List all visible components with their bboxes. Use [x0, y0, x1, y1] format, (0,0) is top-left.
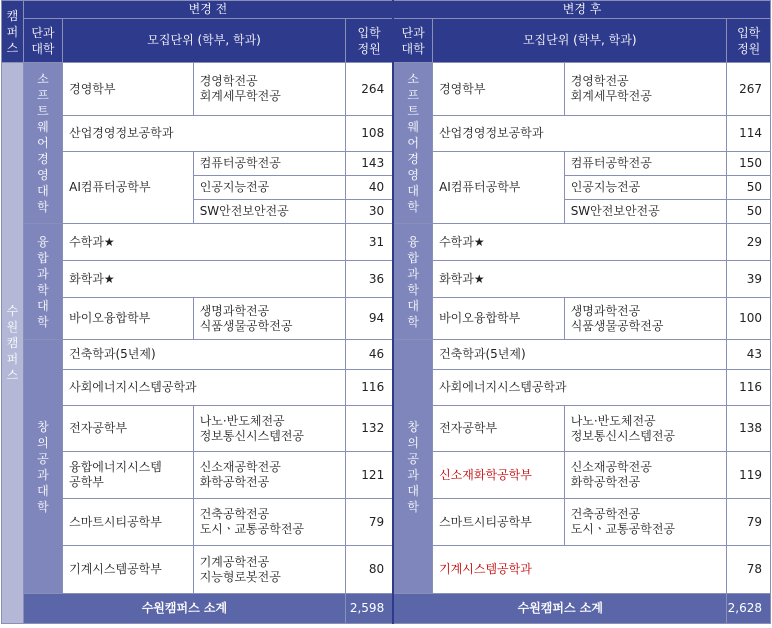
quota-cell: 46 — [346, 340, 394, 370]
campus-cell: 수원캠퍼스 — [2, 63, 24, 624]
unit-cell: 사회에너지시스템공학과 — [433, 370, 727, 406]
unit-cell-changed: 기계시스템공학과 — [433, 546, 727, 594]
unit-cell: 스마트시티공학부 — [433, 499, 565, 546]
quota-cell: 267 — [727, 63, 771, 116]
college-after-1: 소프트웨어경영대학 — [393, 63, 432, 224]
major-cell: 컴퓨터공학전공 — [193, 152, 345, 176]
major-cell: 기계공학전공 지능형로봇전공 — [193, 546, 345, 594]
subtotal-after: 2,628 — [727, 594, 771, 624]
unit-cell: 바이오융합학부 — [433, 298, 565, 340]
header-campus: 캠퍼스 — [2, 1, 24, 63]
quota-cell: 43 — [727, 340, 771, 370]
major-cell: 생명과학전공 식품생물공학전공 — [564, 298, 727, 340]
unit-cell: 경영학부 — [63, 63, 194, 116]
major-cell: 건축공학전공 도시ㆍ교통공학전공 — [564, 499, 727, 546]
college-before-2: 융합과학대학 — [23, 224, 62, 340]
quota-cell: 40 — [346, 176, 394, 200]
quota-cell: 138 — [727, 406, 771, 452]
unit-cell: 융합에너지시스템 공학부 — [63, 452, 194, 499]
header-quota-before: 입학 정원 — [346, 19, 394, 63]
quota-cell: 30 — [346, 200, 394, 224]
quota-cell: 116 — [346, 370, 394, 406]
quota-cell: 100 — [727, 298, 771, 340]
quota-cell: 132 — [346, 406, 394, 452]
quota-cell: 79 — [346, 499, 394, 546]
major-cell: 신소재공학전공 화학공학전공 — [193, 452, 345, 499]
unit-cell: 사회에너지시스템공학과 — [63, 370, 346, 406]
header-college-after: 단과 대학 — [393, 19, 432, 63]
major-cell: 컴퓨터공학전공 — [564, 152, 727, 176]
quota-cell: 39 — [727, 261, 771, 298]
major-cell: SW안전보안전공 — [193, 200, 345, 224]
major-cell: 경영학전공 회계세무학전공 — [564, 63, 727, 116]
major-cell: 나노·반도체전공 정보통신시스템전공 — [193, 406, 345, 452]
quota-cell: 143 — [346, 152, 394, 176]
quota-cell: 79 — [727, 499, 771, 546]
unit-cell: AI컴퓨터공학부 — [63, 152, 194, 224]
major-cell: 인공지능전공 — [193, 176, 345, 200]
major-cell: 건축공학전공 도시ㆍ교통공학전공 — [193, 499, 345, 546]
subtotal-before: 2,598 — [346, 594, 394, 624]
major-cell: 경영학전공 회계세무학전공 — [193, 63, 345, 116]
quota-cell: 108 — [346, 116, 394, 152]
unit-cell: 바이오융합학부 — [63, 298, 194, 340]
quota-cell: 78 — [727, 546, 771, 594]
unit-cell: 기계시스템공학부 — [63, 546, 194, 594]
quota-cell: 80 — [346, 546, 394, 594]
quota-cell: 114 — [727, 116, 771, 152]
unit-cell: 산업경영정보공학과 — [63, 116, 346, 152]
unit-cell: 수학과★ — [433, 224, 727, 261]
quota-cell: 36 — [346, 261, 394, 298]
header-before: 변경 전 — [23, 1, 393, 19]
quota-cell: 50 — [727, 176, 771, 200]
header-unit-before: 모집단위 (학부, 학과) — [63, 19, 346, 63]
unit-cell: 산업경영정보공학과 — [433, 116, 727, 152]
quota-cell: 94 — [346, 298, 394, 340]
unit-cell: AI컴퓨터공학부 — [433, 152, 565, 224]
unit-cell: 화학과★ — [433, 261, 727, 298]
subtotal-label-after: 수원캠퍼스 소계 — [393, 594, 727, 624]
header-college-before: 단과 대학 — [23, 19, 62, 63]
admission-quota-table — [1, 0, 771, 624]
major-cell: 인공지능전공 — [564, 176, 727, 200]
college-after-3: 창의공과대학 — [393, 340, 432, 594]
quota-cell: 121 — [346, 452, 394, 499]
unit-cell: 건축학과(5년제) — [63, 340, 346, 370]
unit-cell: 건축학과(5년제) — [433, 340, 727, 370]
subtotal-label-before: 수원캠퍼스 소계 — [23, 594, 345, 624]
quota-cell: 116 — [727, 370, 771, 406]
header-unit-after: 모집단위 (학부, 학과) — [433, 19, 727, 63]
college-after-2: 융합과학대학 — [393, 224, 432, 340]
unit-cell: 스마트시티공학부 — [63, 499, 194, 546]
header-quota-after: 입학 정원 — [727, 19, 771, 63]
quota-cell: 31 — [346, 224, 394, 261]
major-cell: 신소재공학전공 화학공학전공 — [564, 452, 727, 499]
quota-cell: 119 — [727, 452, 771, 499]
unit-cell: 전자공학부 — [433, 406, 565, 452]
quota-cell: 150 — [727, 152, 771, 176]
unit-cell: 화학과★ — [63, 261, 346, 298]
unit-cell-changed: 신소재화학공학부 — [433, 452, 565, 499]
college-before-1: 소프트웨어경영대학 — [23, 63, 62, 224]
header-after: 변경 후 — [393, 1, 770, 19]
unit-cell: 전자공학부 — [63, 406, 194, 452]
college-before-3: 창의공과대학 — [23, 340, 62, 594]
unit-cell: 경영학부 — [433, 63, 565, 116]
quota-cell: 264 — [346, 63, 394, 116]
quota-cell: 50 — [727, 200, 771, 224]
quota-cell: 29 — [727, 224, 771, 261]
major-cell: 나노·반도체전공 정보통신시스템전공 — [564, 406, 727, 452]
major-cell: 생명과학전공 식품생물공학전공 — [193, 298, 345, 340]
unit-cell: 수학과★ — [63, 224, 346, 261]
major-cell: SW안전보안전공 — [564, 200, 727, 224]
